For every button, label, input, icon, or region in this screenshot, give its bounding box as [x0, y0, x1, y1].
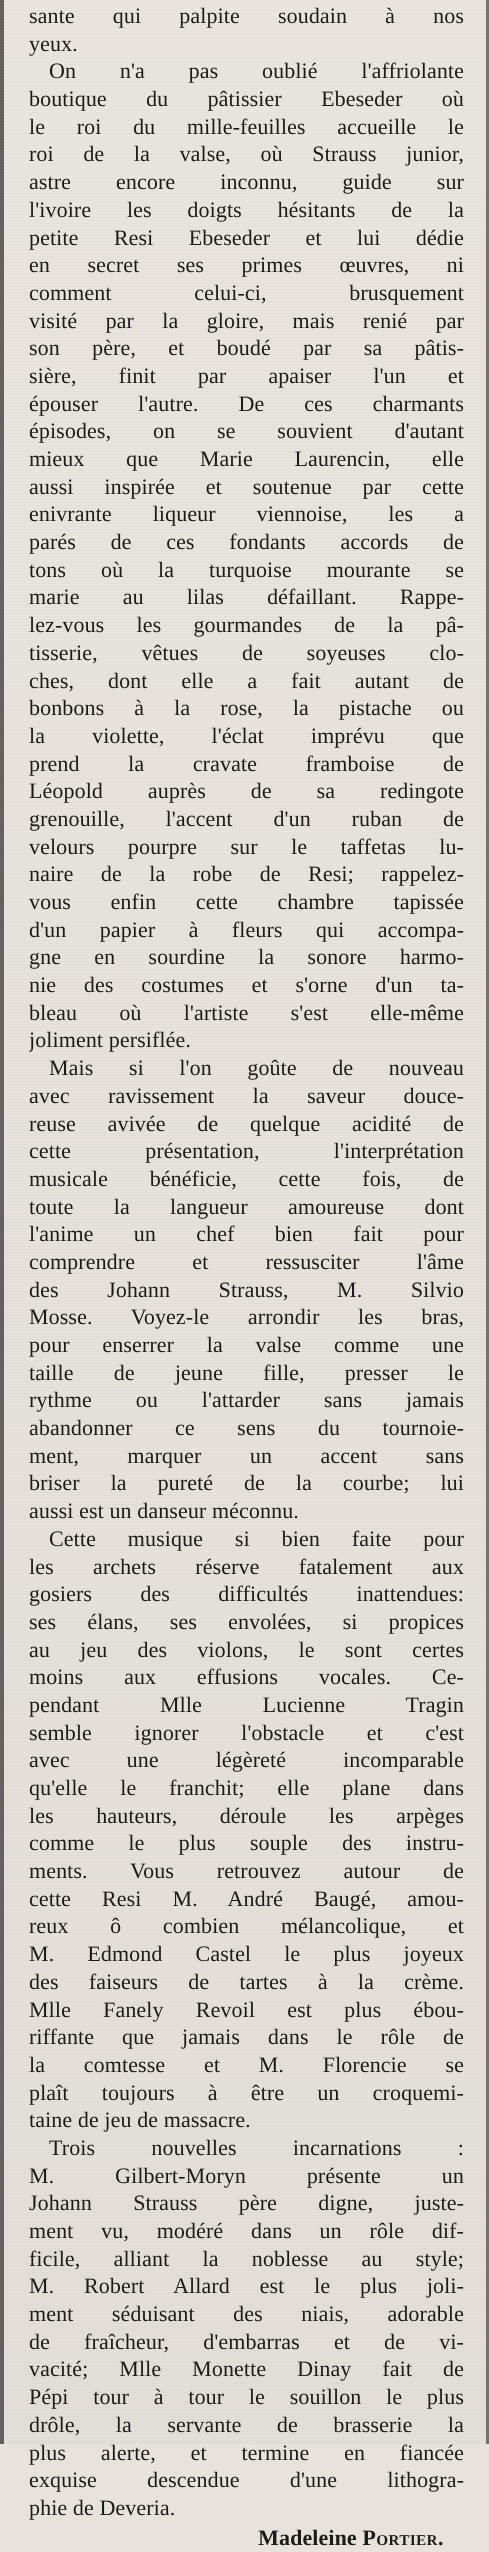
article-line: gne en sourdine la sonore harmo-: [29, 944, 464, 970]
article-line: ment séduisant des niais, adorable: [29, 2301, 464, 2327]
article-line: petite Resi Ebeseder et lui dédie: [29, 224, 464, 250]
article-line: les hauteurs, déroule les arpèges: [29, 1802, 464, 1828]
article-line: tons où la turquoise mourante se: [29, 556, 464, 582]
article-line: moins aux effusions vocales. Ce-: [29, 1664, 464, 1690]
article-line: Léopold auprès de sa redingote: [29, 778, 464, 804]
article-line: lez-vous les gourmandes de la pâ-: [29, 612, 464, 638]
article-line: son père, et boudé par sa pâtis-: [29, 335, 464, 361]
article-line: l'ivoire les doigts hésitants de la: [29, 196, 464, 222]
article-line: grenouille, l'accent d'un ruban de: [29, 805, 464, 831]
article-line: naire de la robe de Resi; rappelez-: [29, 861, 464, 887]
article-line: en secret ses primes œuvres, ni: [29, 252, 464, 278]
article-line: Pépi tour à tour le souillon le plus: [29, 2384, 464, 2410]
article-line: Johann Strauss père digne, juste-: [29, 2190, 464, 2216]
article-line: Mlle Fanely Revoil est plus ébou-: [29, 1996, 464, 2022]
article-line: prend la cravate framboise de: [29, 750, 464, 776]
article-line: reux ô combien mélancolique, et: [29, 1913, 464, 1939]
article-line: bonbons à la rose, la pistache ou: [29, 695, 464, 721]
article-line: de fraîcheur, d'embarras et de vi-: [29, 2328, 464, 2354]
article-line: roi de la valse, où Strauss junior,: [29, 141, 464, 167]
article-line: ches, dont elle a fait autant de: [29, 667, 464, 693]
article-line: cette présentation, l'interprétation: [29, 1138, 464, 1164]
article-line: joliment persiflée.: [29, 1027, 191, 1053]
article-line: qu'elle le franchit; elle plane dans: [29, 1775, 464, 1800]
article-line: ment, marquer un accent sans: [29, 1442, 464, 1468]
article-line: parés de ces fondants accords de: [29, 529, 464, 555]
article-line: cette Resi M. André Baugé, amou-: [29, 1885, 464, 1911]
article-line: comme le plus souple des instru-: [29, 1830, 464, 1856]
article-line: visité par la gloire, mais renié par: [29, 307, 464, 333]
article-line: M. Gilbert-Moryn présente un: [29, 2162, 464, 2188]
article-line: épisodes, on se souvient d'autant: [29, 418, 464, 444]
article-line: taille de jeune fille, presser le: [29, 1359, 464, 1385]
article-line: ses élans, ses envolées, si propices: [29, 1608, 464, 1634]
article-line: sante qui palpite soudain à nos: [29, 3, 464, 28]
article-line: velours pourpre sur le taffetas lu-: [29, 833, 464, 859]
article-line: plus alerte, et termine en fiancée: [29, 2439, 464, 2465]
article-line: des faiseurs de tartes à la crème.: [29, 1968, 464, 1994]
signature-first-name: Madeleine: [258, 2524, 357, 2550]
article-line: ments. Vous retrouvez autour de: [29, 1858, 464, 1884]
article-line: tisserie, vêtues de soyeuses clo-: [29, 639, 464, 665]
article-line: semble ignorer l'obstacle et c'est: [29, 1719, 464, 1745]
article-line: avec ravissement la saveur douce-: [29, 1082, 464, 1108]
article-line: M. Robert Allard est le plus joli-: [29, 2273, 464, 2299]
article-line: comment celui-ci, brusquement: [29, 279, 464, 305]
article-line: nie des costumes et s'orne d'un ta-: [29, 972, 464, 998]
article-line: reuse avivée de quelque acidité de: [29, 1110, 464, 1136]
article-line: ment vu, modéré dans un rôle dif-: [29, 2218, 464, 2243]
article-line: vous enfin cette chambre tapissée: [29, 889, 464, 914]
article-line: rythme ou l'attarder sans jamais: [29, 1387, 464, 1413]
article-line: musicale bénéficie, cette fois, de: [29, 1165, 464, 1191]
article-line: pour enserrer la valse comme une: [29, 1332, 464, 1357]
article-line: aussi inspirée et soutenue par cette: [29, 473, 464, 499]
article-line: taine de jeu de massacre.: [29, 2107, 251, 2133]
article-line: la comtesse et M. Florencie se: [29, 2051, 464, 2077]
article-line: bleau où l'artiste s'est elle-même: [29, 999, 464, 1025]
article-line: gosiers des difficultés inattendues:: [29, 1581, 464, 1607]
article-line: aussi est un danseur méconnu.: [29, 1498, 299, 1524]
article-line: pendant Mlle Lucienne Tragin: [29, 1691, 464, 1717]
article-line: au jeu des violons, le sont certes: [29, 1636, 464, 1662]
article-line: M. Edmond Castel le plus joyeux: [29, 1941, 464, 1967]
article-line: mieux que Marie Laurencin, elle: [29, 446, 464, 471]
article-line: d'un papier à fleurs qui accompa-: [29, 916, 464, 942]
article-line: épouser l'autre. De ces charmants: [29, 390, 464, 416]
article-line: marie au lilas défaillant. Rappe-: [29, 584, 464, 610]
article-line: riffante que jamais dans le rôle de: [29, 2024, 464, 2050]
article-line: comprendre et ressusciter l'âme: [29, 1248, 464, 1274]
article-line: exquise descendue d'une lithogra-: [29, 2467, 464, 2493]
article-line: ficile, alliant la noblesse au style;: [29, 2245, 464, 2271]
article-line: briser la pureté de la courbe; lui: [29, 1470, 464, 1496]
article-line: phie de Deveria.: [29, 2494, 176, 2520]
article-line: les archets réserve fatalement aux: [29, 1553, 464, 1579]
article-line: la violette, l'éclat imprévu que: [29, 722, 464, 748]
left-page-edge: [0, 0, 4, 2444]
author-signature: [29, 2524, 464, 2552]
article-line: avec une légèreté incomparable: [29, 1747, 464, 1773]
article-line: drôle, la servante de brasserie la: [29, 2411, 464, 2437]
article-line: abandonner ce sens du tournoie-: [29, 1415, 464, 1441]
article-text-column: [29, 2, 464, 2552]
article-line: des Johann Strauss, M. Silvio: [29, 1276, 464, 1302]
article-line: sière, finit par apaiser l'un et: [29, 362, 464, 388]
article-line: enivrante liqueur viennoise, les a: [29, 501, 464, 527]
article-line: plaît toujours à être un croquemi-: [29, 2079, 464, 2105]
article-line: Trois nouvelles incarnations :: [49, 2134, 464, 2160]
article-line: Mais si l'on goûte de nouveau: [49, 1055, 464, 1081]
article-line: toute la langueur amoureuse dont: [29, 1193, 464, 1219]
article-line: yeux.: [29, 30, 78, 56]
article-line: l'anime un chef bien fait pour: [29, 1221, 464, 1247]
article-line: astre encore inconnu, guide sur: [29, 169, 464, 195]
article-line: Cette musique si bien faite pour: [49, 1525, 464, 1551]
signature-last-name: Portier.: [362, 2524, 444, 2550]
article-line: vacité; Mlle Monette Dinay fait de: [29, 2356, 464, 2382]
article-line: On n'a pas oublié l'affriolante: [49, 58, 464, 84]
top-ghost-print: [476, 0, 481, 18]
article-line: Mosse. Voyez-le arrondir les bras,: [29, 1304, 464, 1330]
article-line: le roi du mille-feuilles accueille le: [29, 113, 464, 139]
article-line: boutique du pâtissier Ebeseder où: [29, 86, 464, 112]
